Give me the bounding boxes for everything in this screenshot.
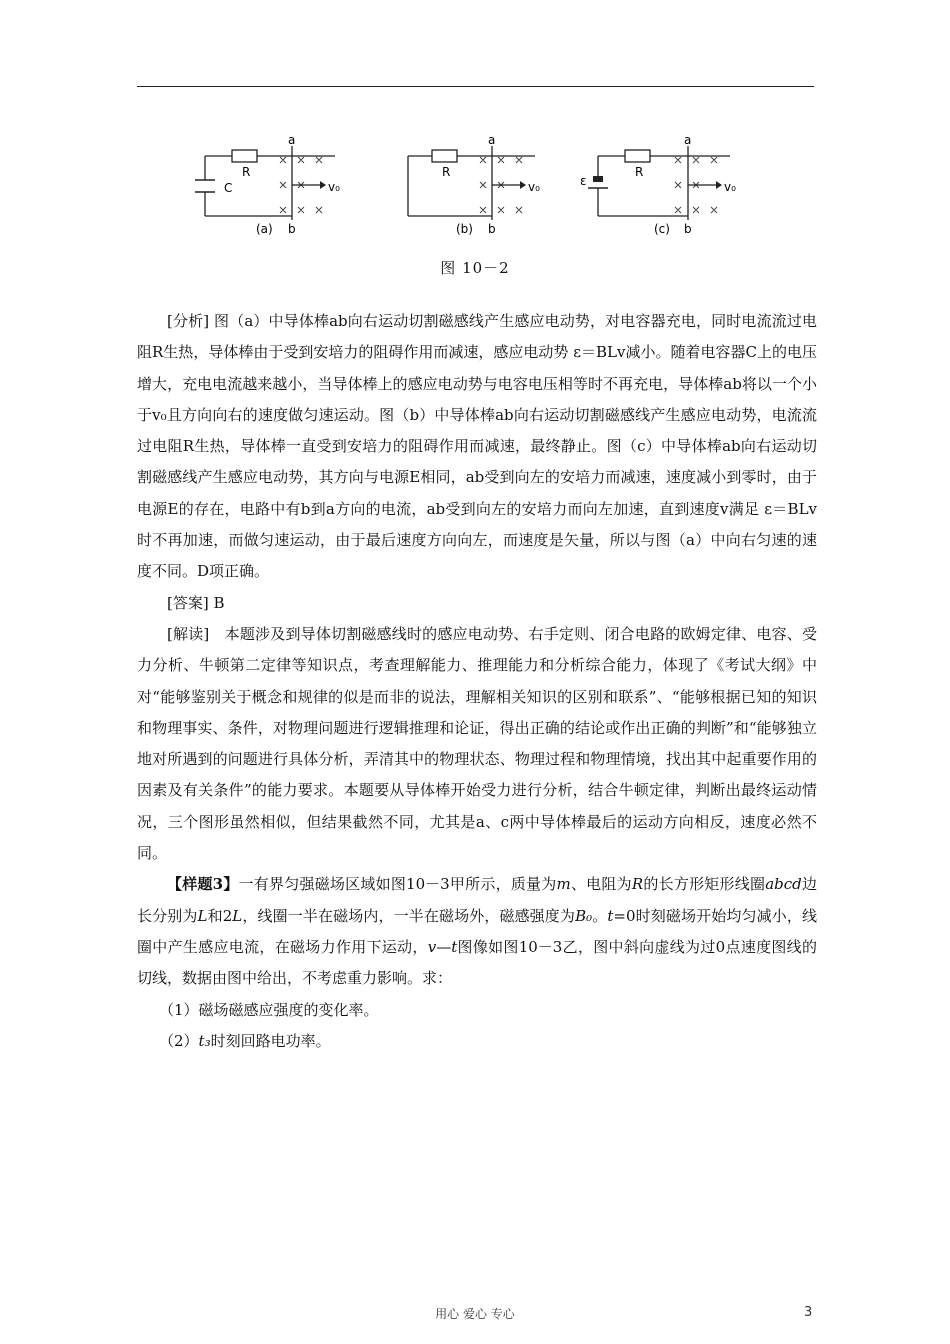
emf-label: ε bbox=[580, 174, 587, 188]
circuit-panel-c bbox=[580, 133, 736, 236]
question-2 bbox=[137, 1026, 817, 1057]
terminal-b-label: b bbox=[684, 222, 692, 236]
question-number: （2） bbox=[159, 1031, 199, 1050]
terminal-b-label: b bbox=[288, 222, 296, 236]
question-text: =0时刻磁场开始均匀减小，线圈中产生感应电流，在磁场力作用下运动， bbox=[137, 906, 817, 956]
question-text: 、电阻为 bbox=[570, 875, 632, 894]
circuit-panel-b bbox=[408, 133, 540, 236]
question-text: 一有界匀强磁场区域如图10－3甲所示，质量为 bbox=[238, 875, 557, 894]
resistor-label: R bbox=[442, 165, 451, 179]
question-text: 和2 bbox=[207, 906, 233, 925]
velocity-label: v₀ bbox=[328, 180, 340, 194]
panel-tag: (a) bbox=[256, 222, 273, 236]
circuit-panel-a bbox=[195, 133, 340, 236]
var-l: L bbox=[197, 906, 208, 925]
question-1: （1）磁场磁感应强度的变化率。 bbox=[159, 1000, 379, 1019]
question-text: 图像如图10－3乙，图中斜向虚线为过0点速度图线的切线，数据由图中给出，不考虑重力影响。求： bbox=[137, 937, 817, 988]
interpretation-paragraph: [解读] 本题涉及到导体切割磁感线时的感应电动势、右手定则、闭合电路的欧姆定律、电容、受力分析、牛顿第二定律等知识点，考查理解能力、推理能力和分析综合能力，体现了《考试大纲》中对“能够鉴别关于概念和规律的似是而非的说法，理解相关知识的区别和联系”、“能够根据已知的知识和物理事实、条件，对物理问题进行逻辑推理和论证，得出正确的结论或作出正确的判断”和“能够独立地对所遇到的问题进行具体分析，弄清其中的物理状态、物理过程和物理情境，找出其中起重要作用的因素及有关条件”的能力要求。本题要从导体棒开始受力进行分析，结合牛顿定律，判断出最终运动情况，三个图形虽然相似，但结果截然不同，尤其是a、c两中导体棒最后的运动方向相反，速度必然不同。 bbox=[137, 624, 817, 863]
var-l: L bbox=[232, 906, 243, 925]
velocity-label: v₀ bbox=[528, 180, 540, 194]
terminal-a-label: a bbox=[684, 133, 692, 147]
answer-paragraph: [答案] B bbox=[167, 593, 225, 612]
var-v: v bbox=[427, 937, 437, 956]
header-rule bbox=[137, 86, 814, 87]
analysis-paragraph: [分析] 图（a）中导体棒ab向右运动切割磁感线产生感应电动势，对电容器充电，同时电流流过电阻R生热，导体棒由于受到安培力的阻碍作用而减速，感应电动势 ε＝BLv减小。随着电容器C上的电压增大，充电电流越来越小，当导体棒上的感应电动势与电容电压相等时不再充电，导体棒ab将以一个小于v₀且方向向右的速度做匀速运动。图（b）中导体棒ab向右运动切割磁感线产生感应电动势，电流流过电阻R生热，导体棒一直受到安培力的阻碍作用而减速，最终静止。图（c）中导体棒ab向右运动切割磁感线产生感应电动势，其方向与电源E相同，ab受到向左的安培力而减速，速度减小到零时，由于电源E的存在，电路中有b到a方向的电流，ab受到向左的安培力而向左加速，直到速度v满足 ε＝BLv时不再加速，而做匀速运动，由于最后速度方向向左，而速度是矢量，所以与图（a）中向右匀速的速度不同。D项正确。 bbox=[137, 312, 817, 581]
var-abcd: abcd bbox=[765, 875, 802, 894]
circuit-figure bbox=[180, 132, 760, 247]
page-number: 3 bbox=[804, 1305, 813, 1320]
terminal-a-label: a bbox=[488, 133, 496, 147]
resistor-label: R bbox=[635, 165, 644, 179]
var-t: t bbox=[451, 937, 458, 956]
capacitor-label: C bbox=[224, 181, 233, 195]
velocity-label: v₀ bbox=[724, 180, 736, 194]
question-text: ，线圈一半在磁场内，一半在磁场外，磁感强度为 bbox=[242, 906, 576, 925]
question-text: 边长分别为 bbox=[137, 875, 817, 925]
var-t: t bbox=[607, 906, 614, 925]
document-body bbox=[137, 306, 817, 1057]
sample-question-3 bbox=[137, 869, 817, 994]
terminal-b-label: b bbox=[488, 222, 496, 236]
question-text: — bbox=[436, 937, 452, 956]
sample-heading: 【样题3】 bbox=[167, 875, 239, 894]
var-b0: B₀ bbox=[575, 906, 593, 925]
question-text: 时刻回路电功率。 bbox=[210, 1031, 331, 1050]
resistor-label: R bbox=[242, 165, 251, 179]
panel-tag: (c) bbox=[654, 222, 670, 236]
panel-tag: (b) bbox=[456, 222, 473, 236]
terminal-a-label: a bbox=[288, 133, 296, 147]
question-text: 的长方形矩形线圈 bbox=[643, 875, 766, 894]
var-r: R bbox=[631, 875, 644, 894]
question-text: 。 bbox=[592, 906, 608, 925]
var-m: m bbox=[556, 875, 571, 894]
var-t3: t₃ bbox=[198, 1031, 211, 1050]
figure-caption: 图 10－2 bbox=[440, 259, 510, 277]
page-footer: 用心 爱心 专心 bbox=[435, 1307, 515, 1321]
